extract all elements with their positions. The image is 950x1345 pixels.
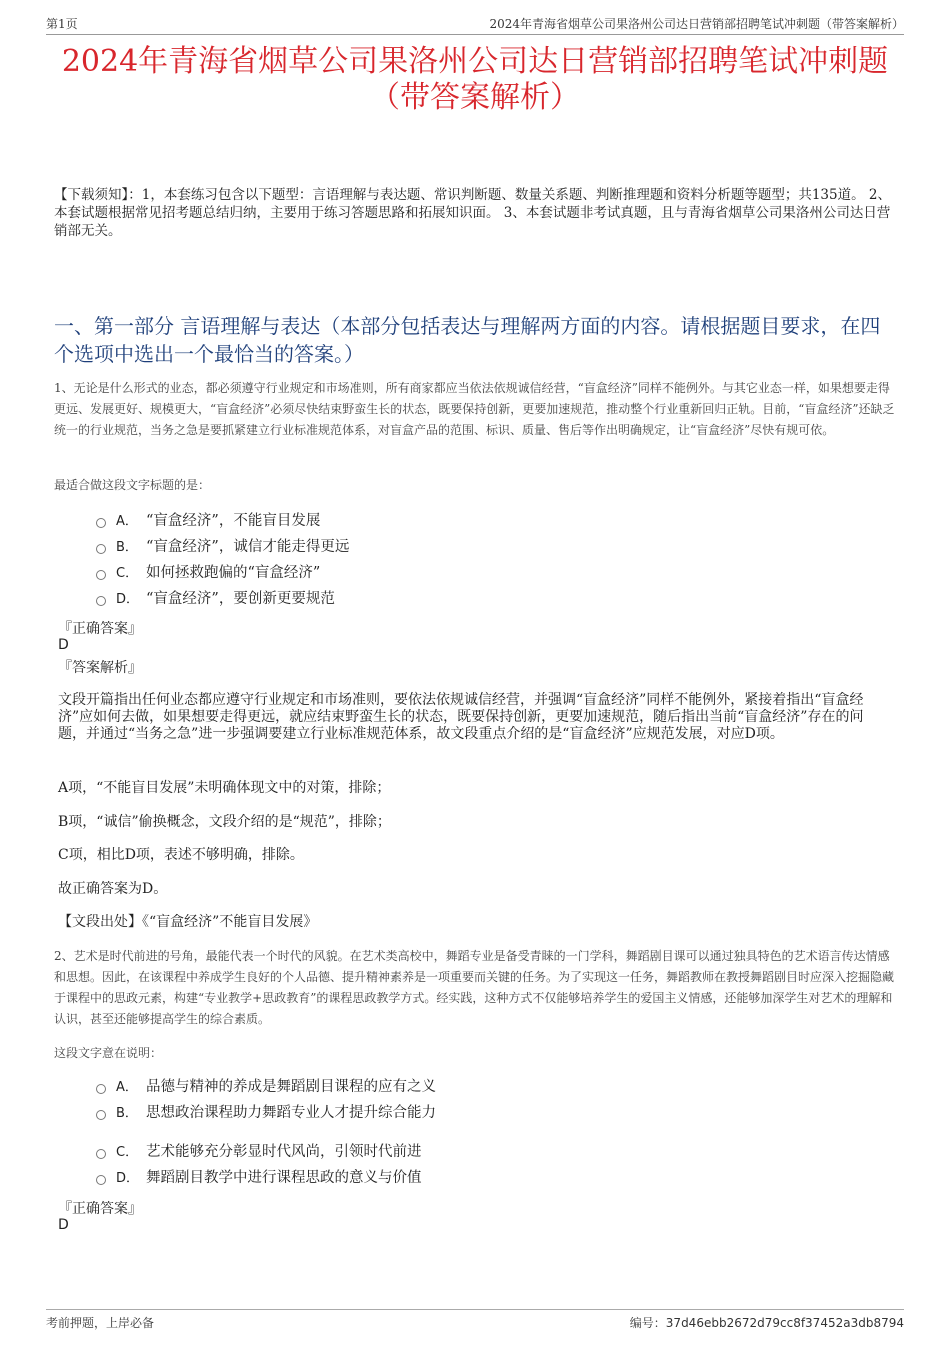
option-letter: B． bbox=[116, 1106, 138, 1121]
q1-source: 【文段出处】《“盲盒经济”不能盲目发展》 bbox=[58, 914, 318, 930]
option-letter: B． bbox=[116, 540, 138, 555]
option-letter: C． bbox=[116, 1145, 139, 1160]
q1-analysis-label: 『答案解析』 bbox=[58, 660, 142, 676]
page-footer bbox=[46, 1309, 904, 1330]
question-1-text: 1、无论是什么形式的业态，都必须遵守行业规定和市场准则，所有商家都应当依法依规诚信经营，“盲盒经济”同样不能例外。与其它业态一样，如果想要走得更远、发展更好、规模更大，“盲盒经济”必须尽快结束野蛮生长的状态，既要保持创新，更要加速规范，推动整个行业重新回归正轨。目前，“盲盒经济”还缺乏统一的行业规范，当务之急是要抓紧建立行业标准规范体系，对盲盒产品的范围、标识、质量、售后等作出明确规定，让“盲盒经济”尽快有规可依。 bbox=[54, 381, 895, 437]
footer-slogan: 考前押题，上岸必备 bbox=[46, 1316, 155, 1330]
question-2-text: 2、艺术是时代前进的号角，最能代表一个时代的风貌。在艺术类高校中，舞蹈专业是备受青睐的一门学科，舞蹈剧目课可以通过独具特色的艺术语言传达情感和思想。因此，在该课程中养成学生良好的个人品德、提升精神素养是一项重要而关键的任务。为了实现这一任务，舞蹈教师在教授舞蹈剧目时应深入挖掘隐藏于课程中的思政元素，构建“专业教学+思政教育”的课程思政教学方式。经实践，这种方式不仅能够培养学生的爱国主义情感，还能够加深学生对艺术的理解和认识，甚至还能够提高学生的综合素质。 bbox=[54, 949, 895, 1026]
header-doc-title: 2024年青海省烟草公司果洛州公司达日营销部招聘笔试冲刺题（带答案解析） bbox=[489, 17, 904, 31]
title-line-2: （带答案解析） bbox=[370, 80, 580, 115]
q1-answer-label: 『正确答案』 bbox=[58, 621, 142, 637]
option-letter: C． bbox=[116, 566, 139, 581]
q1-note-c: C项，相比D项，表述不够明确，排除。 bbox=[58, 847, 304, 863]
q1-note-b: B项，“诚信”偷换概念，文段介绍的是“规范”，排除； bbox=[58, 814, 391, 830]
radio-icon[interactable] bbox=[96, 1084, 106, 1094]
radio-icon[interactable] bbox=[96, 544, 106, 554]
q1-option-a[interactable] bbox=[96, 510, 320, 532]
option-text: “盲盒经济”，诚信才能走得更远 bbox=[146, 539, 350, 555]
document-title bbox=[40, 44, 910, 116]
q1-note-a: A项，“不能盲目发展”未明确体现文中的对策，排除； bbox=[58, 780, 391, 796]
radio-icon[interactable] bbox=[96, 1110, 106, 1120]
q1-analysis: 文段开篇指出任何业态都应遵守行业规定和市场准则，要依法依规诚信经营，并强调“盲盒经济”同样不能例外，紧接着指出“盲盒经济”应如何去做，如果想要走得更远，就应结束野蛮生长的状态，既要保持创新，更要加速规范，随后指出当前“盲盒经济”存在的问题，并通过“当务之急”进一步强调要建立行业标准规范体系，故文段重点介绍的是“盲盒经济”应规范发展，对应D项。 bbox=[58, 692, 864, 742]
radio-icon[interactable] bbox=[96, 570, 106, 580]
option-text: 艺术能够充分彰显时代风尚，引领时代前进 bbox=[146, 1144, 422, 1160]
option-text: “盲盒经济”，要创新更要规范 bbox=[146, 591, 335, 607]
option-text: “盲盒经济”，不能盲目发展 bbox=[146, 513, 321, 529]
title-line-1: 2024年青海省烟草公司果洛州公司达日营销部招聘笔试冲刺题 bbox=[61, 44, 889, 79]
option-text: 思想政治课程助力舞蹈专业人才提升综合能力 bbox=[146, 1105, 436, 1121]
option-text: 品德与精神的养成是舞蹈剧目课程的应有之义 bbox=[146, 1079, 436, 1095]
q2-option-b[interactable] bbox=[96, 1102, 436, 1124]
option-letter: A． bbox=[116, 1080, 138, 1095]
q2-option-c[interactable] bbox=[96, 1141, 422, 1163]
download-notice: 【下载须知】：1，本套练习包含以下题型：言语理解与表达题、常识判断题、数量关系题、判断推理题和资料分析题等题型；共135道。 2、本套试题根据常见招考题总结归纳，主要用于练习答题思路和拓展知识面。 3、本套试题非考试真题，且与青海省烟草公司果洛州公司达日营销部无关。 bbox=[54, 187, 891, 239]
question-1-prompt: 最适合做这段文字标题的是： bbox=[54, 478, 211, 492]
q1-conclusion: 故正确答案为D。 bbox=[58, 881, 168, 897]
option-letter: A． bbox=[116, 514, 138, 529]
footer-code-label: 编号： bbox=[629, 1316, 666, 1330]
option-letter: D． bbox=[116, 592, 140, 607]
option-text: 舞蹈剧目教学中进行课程思政的意义与价值 bbox=[146, 1170, 422, 1186]
section-heading: 一、第一部分 言语理解与表达（本部分包括表达与理解两方面的内容。请根据题目要求，在四个选项中选出一个最恰当的答案。） bbox=[54, 314, 881, 366]
q2-answer-label: 『正确答案』 bbox=[58, 1201, 142, 1217]
q1-option-d[interactable] bbox=[96, 588, 335, 610]
option-letter: D． bbox=[116, 1171, 140, 1186]
radio-icon[interactable] bbox=[96, 596, 106, 606]
q2-option-d[interactable] bbox=[96, 1167, 422, 1189]
q1-option-c[interactable] bbox=[96, 562, 320, 584]
radio-icon[interactable] bbox=[96, 518, 106, 528]
page-number: 第1页 bbox=[46, 17, 78, 31]
radio-icon[interactable] bbox=[96, 1175, 106, 1185]
radio-icon[interactable] bbox=[96, 1149, 106, 1159]
q2-option-a[interactable] bbox=[96, 1076, 436, 1098]
q1-answer: D bbox=[58, 637, 69, 653]
q1-option-b[interactable] bbox=[96, 536, 349, 558]
footer-code bbox=[630, 1314, 904, 1331]
page-header bbox=[46, 14, 904, 35]
q2-answer: D bbox=[58, 1217, 69, 1233]
question-2-prompt: 这段文字意在说明： bbox=[54, 1046, 163, 1060]
option-text: 如何拯救跑偏的“盲盒经济” bbox=[146, 565, 321, 581]
footer-code-value: 37d46ebb2672d79cc8f37452a3db8794 bbox=[665, 1316, 904, 1330]
